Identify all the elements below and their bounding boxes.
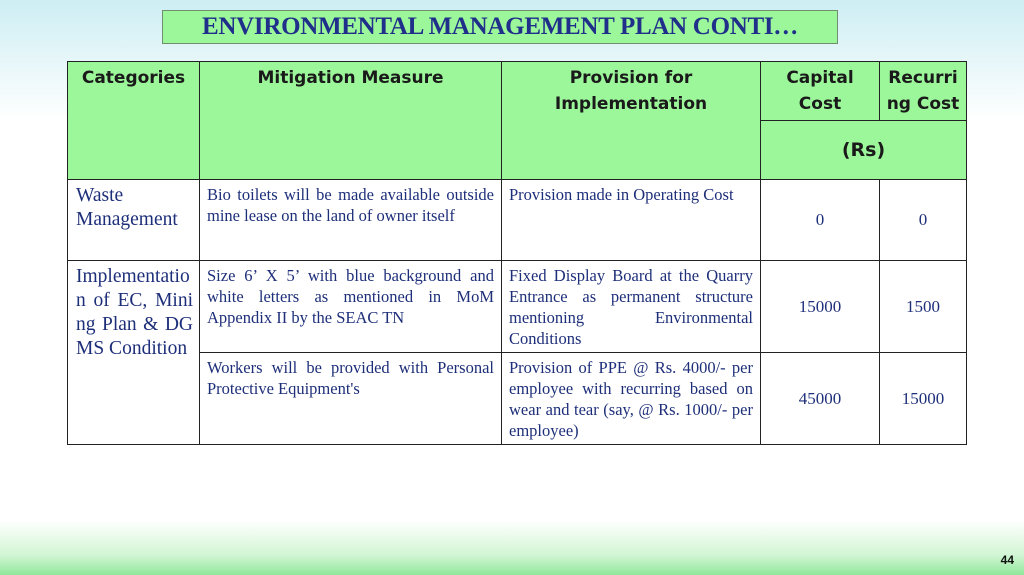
- header-recurring-cost: Recurri ng Cost: [880, 62, 967, 121]
- row-recurring-cost: 0: [880, 180, 967, 261]
- header-provision: Provision for Implementation: [502, 62, 761, 180]
- table-row: [68, 261, 967, 353]
- header-mitigation-measure: Mitigation Measure: [200, 62, 502, 180]
- table-row: [68, 353, 967, 445]
- row-provision: Fixed Display Board at the Quarry Entrance as permanent structure mentioning Environmental Conditions: [502, 261, 761, 353]
- row-capital-cost: 45000: [761, 353, 880, 445]
- row-category: Implementation of EC, Mining Plan & DGMS Condition: [68, 261, 200, 445]
- row-recurring-cost: 15000: [880, 353, 967, 445]
- row-recurring-cost: 1500: [880, 261, 967, 353]
- table-row: [68, 180, 967, 261]
- row-provision: Provision made in Operating Cost: [502, 180, 761, 261]
- title-banner: [162, 10, 838, 44]
- row-capital-cost: 0: [761, 180, 880, 261]
- row-mitigation: Bio toilets will be made available outside mine lease on the land of owner itself: [200, 180, 502, 261]
- page-number: 44: [1000, 553, 1014, 567]
- management-plan-table: [67, 61, 967, 445]
- row-mitigation: Workers will be provided with Personal Protective Equipment's: [200, 353, 502, 445]
- header-categories: Categories: [68, 62, 200, 180]
- row-capital-cost: 15000: [761, 261, 880, 353]
- row-category: Waste Management: [68, 180, 200, 261]
- header-capital-cost: Capital Cost: [761, 62, 880, 121]
- row-provision: Provision of PPE @ Rs. 4000/- per employee with recurring based on wear and tear (say, @ Rs. 1000/- per employee): [502, 353, 761, 445]
- page-title: ENVIRONMENTAL MANAGEMENT PLAN CONTI…: [202, 13, 798, 40]
- header-cost-unit: (Rs): [761, 121, 967, 180]
- row-mitigation: Size 6’ X 5’ with blue background and white letters as mentioned in MoM Appendix II by the SEAC TN: [200, 261, 502, 353]
